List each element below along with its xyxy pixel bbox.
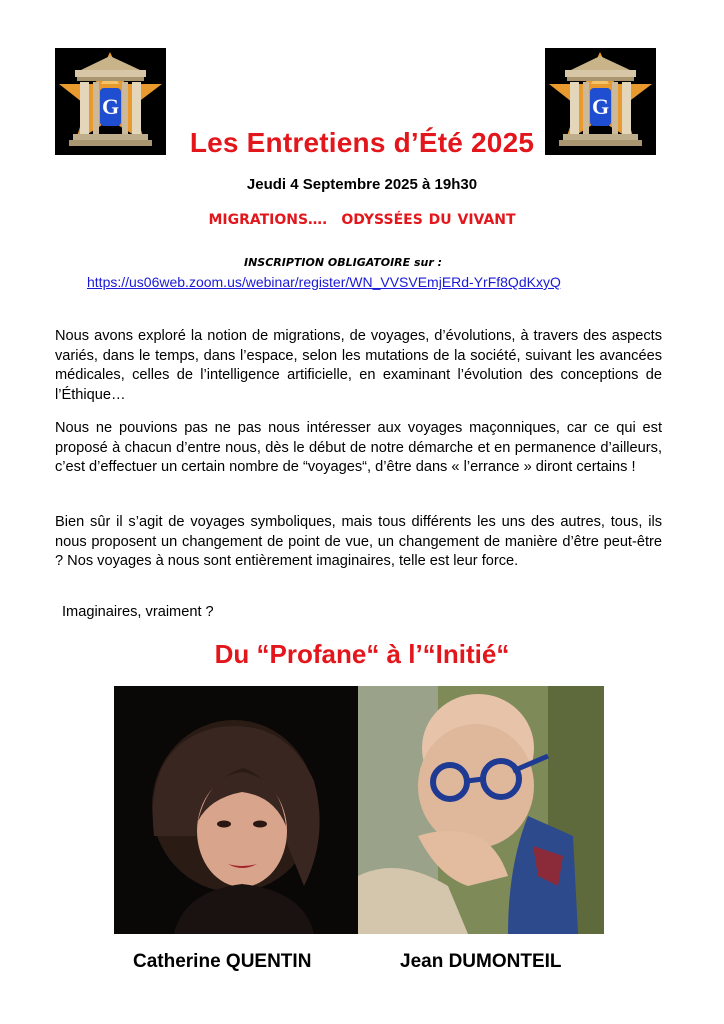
registration-link[interactable]: https://us06web.zoom.us/webinar/register/WN_VVSVEmjERd-YrFf8QdKxyQ bbox=[87, 274, 561, 290]
logo-letter: G bbox=[101, 94, 120, 119]
registration-label: INSCRIPTION OBLIGATOIRE sur : bbox=[244, 256, 443, 269]
logo-letter: G bbox=[591, 94, 610, 119]
theme-part-2: ODYSSÉES DU VIVANT bbox=[341, 212, 516, 228]
section-subtitle: Du “Profane“ à l’“Initié“ bbox=[214, 639, 510, 669]
event-theme bbox=[0, 212, 724, 228]
speaker-name-1: Catherine QUENTIN bbox=[133, 951, 312, 972]
theme-part-1: MIGRATIONS…. bbox=[208, 212, 328, 228]
speaker-photo-jean bbox=[358, 686, 604, 934]
body-paragraph-1: Nous avons exploré la notion de migrations, de voyages, d’évolutions, à travers des aspects variés, dans le temps, dans l’espace, selon les mutations de la société, suivant les avancées médicales, celles de l’intelligence artificielle, en examinant l’évolution des conceptions de l’Éthique… bbox=[55, 328, 662, 403]
body-paragraph-3: Bien sûr il s’agit de voyages symboliques, mais tous différents les uns des autres, tous, ils nous proposent un changement de point de vue, un changement de manière d’être peut-être ? Nos voyages à nous sont entièrement imaginaires, telle est leur force. bbox=[55, 514, 662, 569]
body-paragraph-2: Nous ne pouvions pas ne pas nous intéresser aux voyages maçonniques, car ce qui est proposé à chacun d’entre nous, dès le début de notre démarche et en permanence d’ailleurs, c’est d’effectuer un certain nombre de “voyages“, d’être dans « l’errance » diront certains ! bbox=[55, 420, 662, 475]
body-paragraph-4: Imaginaires, vraiment ? bbox=[62, 604, 214, 620]
event-title: Les Entretiens d’Été 2025 bbox=[189, 127, 535, 158]
event-date: Jeudi 4 Septembre 2025 à 19h30 bbox=[246, 176, 478, 193]
speaker-photo-catherine bbox=[114, 686, 358, 934]
speaker-name-2: Jean DUMONTEIL bbox=[400, 951, 562, 972]
